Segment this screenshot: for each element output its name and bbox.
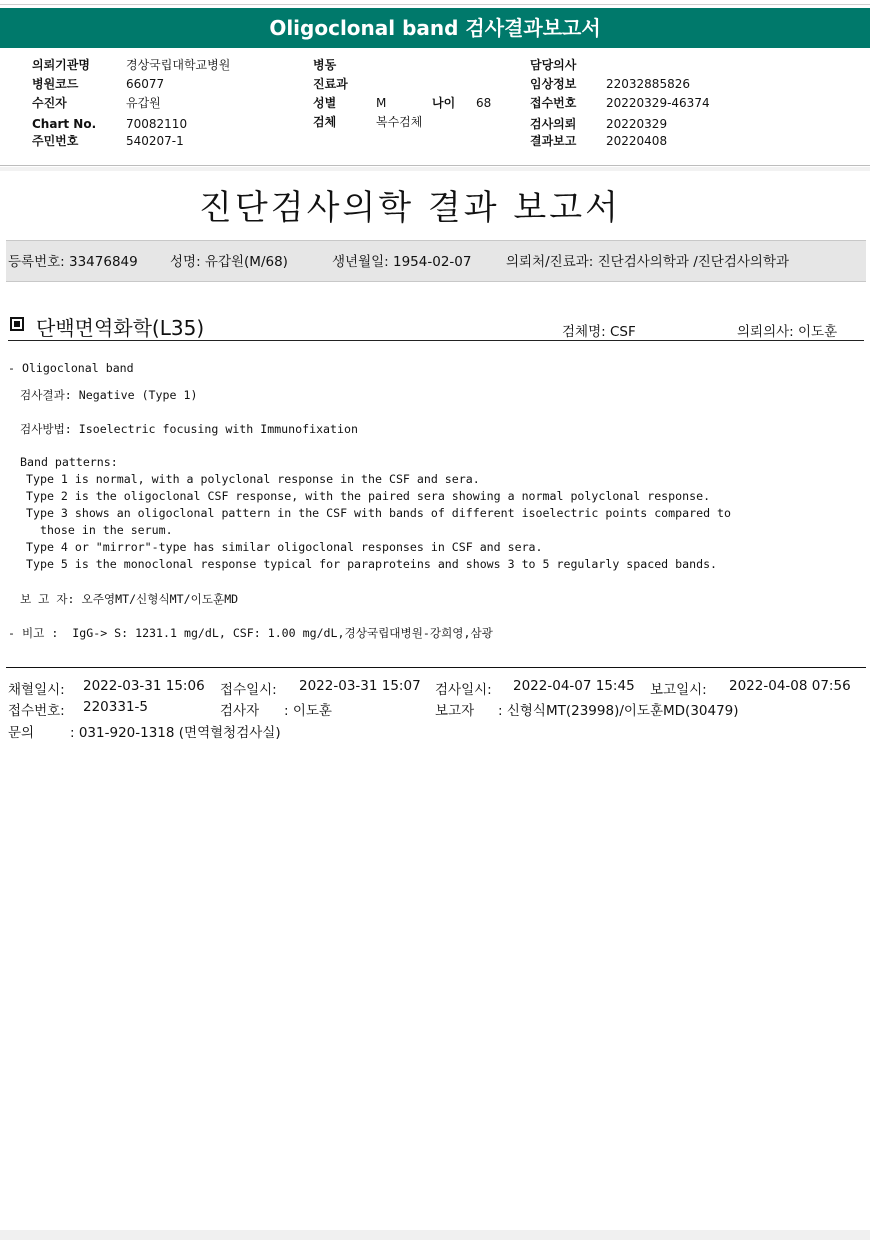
clinical-info-label: 임상정보 xyxy=(530,77,577,91)
institution-value: 경상국립대학교병원 xyxy=(126,58,231,72)
band-pattern-line: Type 4 or "mirror"-type has similar oligoclonal responses in CSF and sera. xyxy=(26,540,543,554)
receipt-no-value: 220331-5 xyxy=(83,699,148,715)
attending-doctor-label: 담당의사 xyxy=(530,58,577,72)
registration-bar xyxy=(6,240,866,282)
patient-label: 수진자 xyxy=(32,96,67,110)
patient-name: 성명: 유갑원(M/68) xyxy=(170,254,288,270)
top-border xyxy=(0,4,870,5)
band-pattern-line: Type 1 is normal, with a polyclonal response in the CSF and sera. xyxy=(26,472,480,486)
patient-value: 유갑원 xyxy=(126,96,161,110)
age-value: 68 xyxy=(476,96,492,110)
reporter-label: 보고자 xyxy=(435,703,475,719)
receive-time-label: 접수일시: xyxy=(220,682,277,698)
report-time-label: 보고일시: xyxy=(650,682,707,698)
report-title: 진단검사의학 결과 보고서 xyxy=(199,188,621,228)
report-banner-title: Oligoclonal band 검사결과보고서 xyxy=(0,8,870,48)
result-report-label: 결과보고 xyxy=(530,134,577,148)
reporter-line: 보 고 자: 오주영MT/신형식MT/이도훈MD xyxy=(20,592,239,606)
collection-time-value: 2022-03-31 15:06 xyxy=(83,678,205,694)
tester-label: 검사자 xyxy=(220,703,260,719)
resident-no-label: 주민번호 xyxy=(32,134,79,148)
chart-no-value: 70082110 xyxy=(126,117,188,131)
hospital-code-label: 병원코드 xyxy=(32,77,79,91)
test-result: 검사결과: Negative (Type 1) xyxy=(20,388,198,402)
section-title: 단백면역화학(L35) xyxy=(36,316,205,340)
square-bullet-icon xyxy=(10,317,24,331)
test-request-value: 20220329 xyxy=(606,117,668,131)
receive-time-value: 2022-03-31 15:07 xyxy=(299,678,421,694)
section-header xyxy=(8,312,864,341)
test-request-label: 검사의뢰 xyxy=(530,117,577,131)
info-separator-shade xyxy=(0,167,870,171)
institution-label: 의뢰기관명 xyxy=(32,58,90,72)
registration-number: 등록번호: 33476849 xyxy=(8,254,138,270)
sex-value: M xyxy=(376,96,387,110)
band-pattern-line: those in the serum. xyxy=(26,523,173,537)
band-patterns-header: Band patterns: xyxy=(20,455,118,469)
department-label: 진료과 xyxy=(313,77,348,91)
remark-line: - 비고 : IgG-> S: 1231.1 mg/dL, CSF: 1.00 mg/dL,경상국립대병원-강희영,삼광 xyxy=(8,626,493,640)
clinical-info-value: 22032885826 xyxy=(606,77,690,91)
band-pattern-line: Type 5 is the monoclonal response typical for paraproteins and shows 3 to 5 regularly spaced bands. xyxy=(26,557,718,571)
test-time-label: 검사일시: xyxy=(435,682,492,698)
chart-no-label: Chart No. xyxy=(32,117,97,131)
tester-value: : 이도훈 xyxy=(284,703,332,719)
receipt-number-value: 20220329-46374 xyxy=(606,96,710,110)
birth-date: 생년월일: 1954-02-07 xyxy=(332,254,472,270)
receipt-no-label: 접수번호: xyxy=(8,703,65,719)
hospital-code-value: 66077 xyxy=(126,77,165,91)
requesting-doctor: 의뢰의사: 이도훈 xyxy=(737,324,838,340)
contact-value: : 031-920-1318 (면역혈청검사실) xyxy=(70,725,281,741)
receipt-number-label: 접수번호 xyxy=(530,96,577,110)
result-report-value: 20220408 xyxy=(606,134,668,148)
page-bottom-bar xyxy=(0,1230,870,1240)
resident-no-value: 540207-1 xyxy=(126,134,184,148)
footer-separator xyxy=(6,667,866,668)
reporter-value: : 신형식MT(23998)/이도훈MD(30479) xyxy=(498,703,739,719)
test-method: 검사방법: Isoelectric focusing with Immunofixation xyxy=(20,422,358,436)
specimen-value: 복수검체 xyxy=(376,115,423,129)
band-pattern-line: Type 3 shows an oligoclonal pattern in the CSF with bands of different isoelectric points compared to xyxy=(26,506,731,520)
info-separator xyxy=(0,165,870,166)
test-name: - Oligoclonal band xyxy=(8,361,134,375)
collection-time-label: 채혈일시: xyxy=(8,682,65,698)
specimen-name: 검체명: CSF xyxy=(562,324,636,340)
requesting-department: 의뢰처/진료과: 진단검사의학과 /진단검사의학과 xyxy=(506,254,790,270)
ward-label: 병동 xyxy=(313,58,337,72)
test-time-value: 2022-04-07 15:45 xyxy=(513,678,635,694)
report-time-value: 2022-04-08 07:56 xyxy=(729,678,851,694)
sex-label: 성별 xyxy=(313,96,337,110)
band-pattern-line: Type 2 is the oligoclonal CSF response, with the paired sera showing a normal polyclonal response. xyxy=(26,489,711,503)
contact-label: 문의 xyxy=(8,725,35,741)
age-label: 나이 xyxy=(432,96,456,110)
specimen-label: 검체 xyxy=(313,115,337,129)
